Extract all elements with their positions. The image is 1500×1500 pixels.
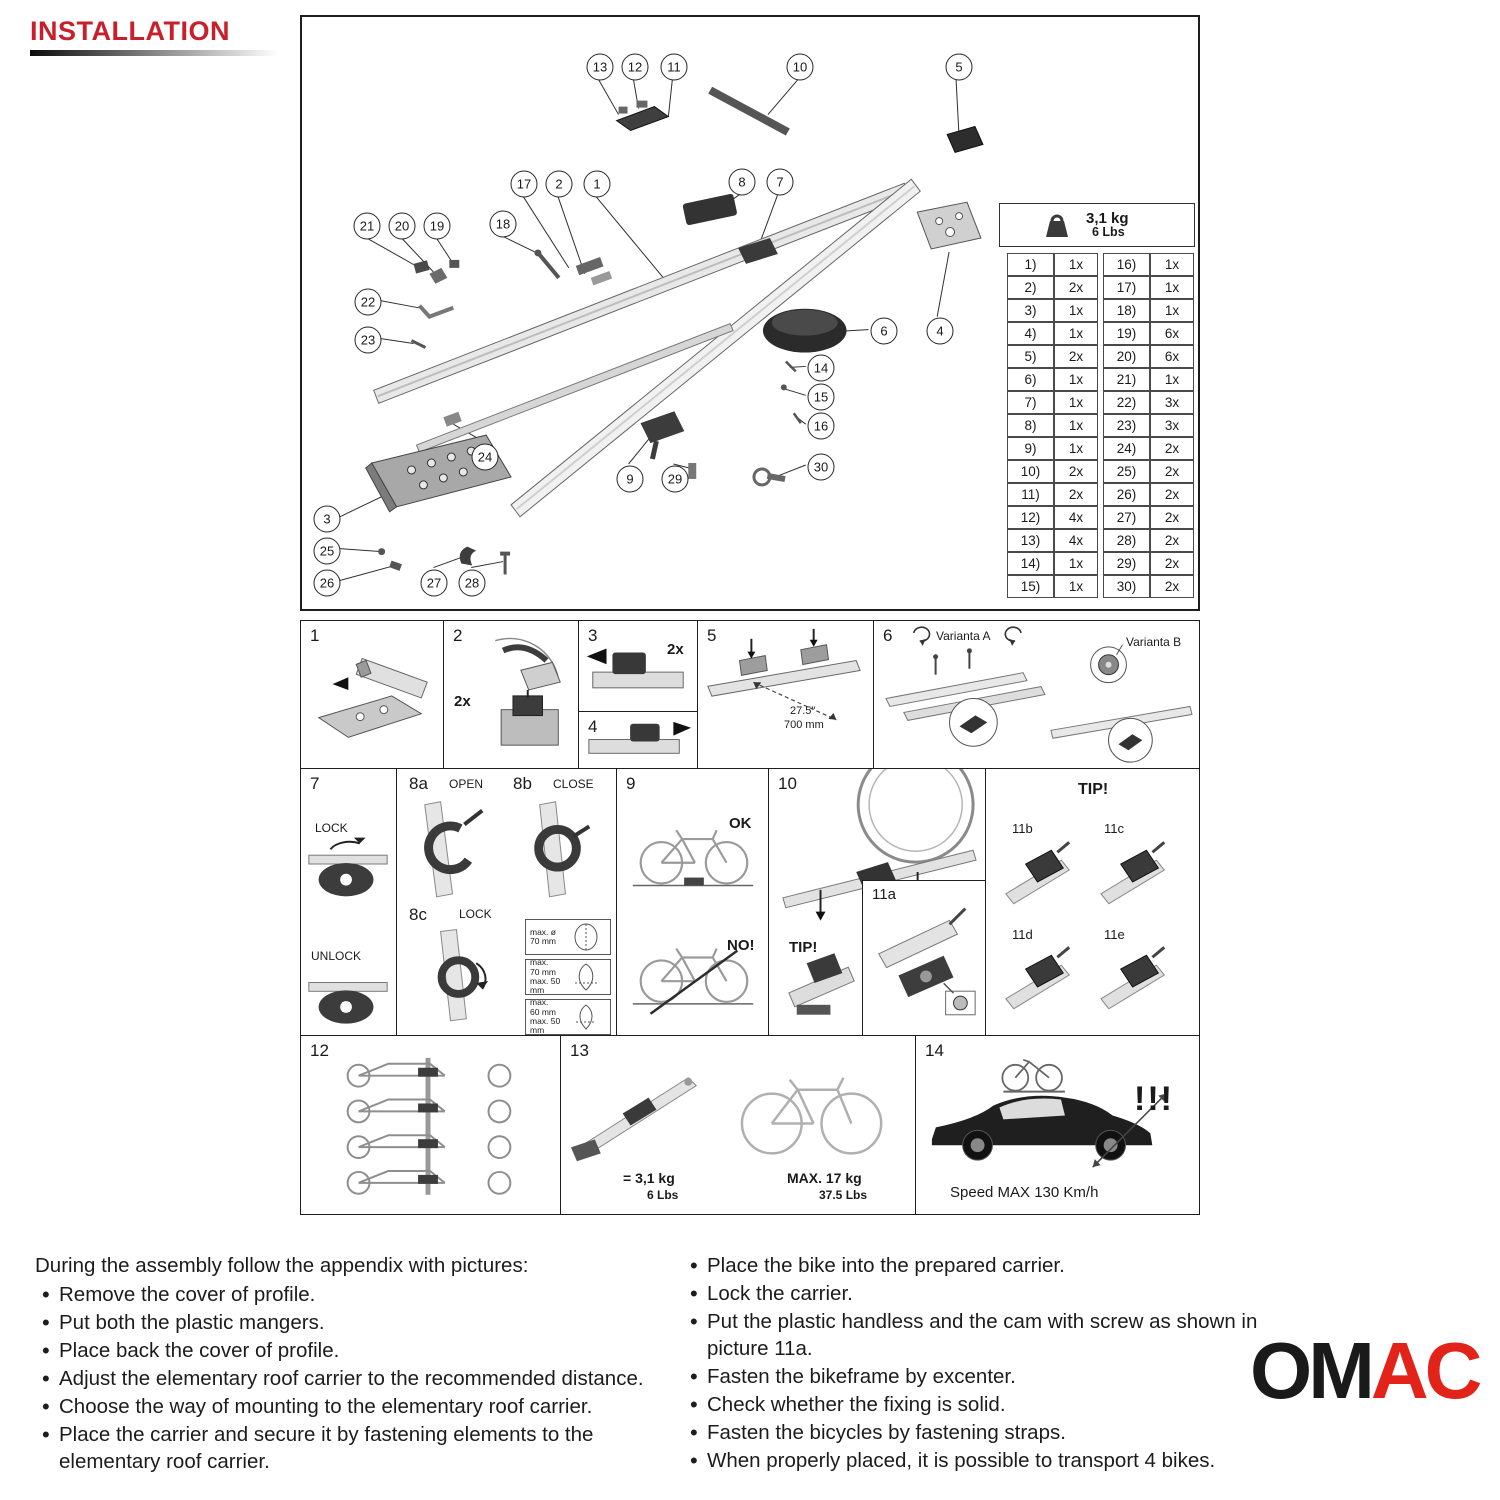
tip-label: TIP! (789, 939, 818, 956)
bike-max-weight-lbs: 37.5 Lbs (819, 1188, 868, 1202)
part-number: 12) (1007, 506, 1054, 529)
part-callout (946, 54, 973, 81)
page-title: INSTALLATION (30, 16, 230, 46)
part-qty: 2x (1054, 460, 1098, 483)
part-qty: 1x (1054, 575, 1098, 598)
part-callout (421, 570, 448, 597)
tip-item-11e: 11e (1104, 927, 1125, 942)
no-label: NO! (727, 937, 755, 954)
weight-icon (1040, 210, 1074, 240)
part-callout (314, 538, 341, 565)
step-number: 3 (588, 626, 598, 645)
part-qty: 3x (1150, 414, 1194, 437)
dim-box-1 (525, 919, 611, 955)
part-number: 6) (1007, 368, 1054, 391)
step-panel-7 (300, 768, 397, 1036)
part-callout-number: 30 (813, 459, 829, 475)
step-number: 13 (570, 1041, 589, 1060)
part-callout (424, 213, 451, 240)
part-callout-number: 17 (516, 176, 532, 192)
tip-item-11d: 11d (1012, 927, 1033, 942)
instruction-item: • Fasten the bikeframe by excenter. (683, 1363, 1283, 1390)
dimension-mm: 700 mm (784, 719, 824, 731)
part-callout (587, 54, 614, 81)
part-callout-number: 27 (426, 575, 442, 591)
part-callout-number: 7 (776, 174, 784, 190)
part-number: 29) (1103, 552, 1150, 575)
part-callout-number: 25 (319, 543, 335, 559)
part-callout (787, 54, 814, 81)
step-panel-9 (616, 768, 769, 1036)
part-qty: 1x (1054, 391, 1098, 414)
part-qty: 1x (1150, 299, 1194, 322)
instructions-right-list (683, 1252, 1283, 1474)
dim-shape-icon (566, 961, 606, 993)
part-number: 8) (1007, 414, 1054, 437)
part-callout (622, 54, 649, 81)
part-callout (808, 355, 835, 382)
part-qty: 4x (1054, 506, 1098, 529)
instruction-item: • Place back the cover of profile. (35, 1337, 653, 1364)
part-callout (617, 466, 644, 493)
part-callout (662, 466, 689, 493)
part-callout (546, 171, 573, 198)
logo-black-part: OM (1250, 1326, 1371, 1415)
part-callout (808, 454, 835, 481)
count-label: 2x (454, 693, 471, 710)
part-callout (314, 506, 341, 533)
exploded-parts-diagram (300, 15, 1200, 611)
part-number: 28) (1103, 529, 1150, 552)
step-panel-3 (578, 620, 698, 712)
part-callout-number: 8 (738, 174, 746, 190)
bike-max-weight: MAX. 17 kg (787, 1170, 862, 1186)
part-number: 30) (1103, 575, 1150, 598)
step-1-art (301, 621, 443, 768)
dim-shape-icon (566, 1001, 606, 1033)
dim-box-2 (525, 959, 611, 995)
part-callout-number: 21 (359, 218, 375, 234)
instruction-item: • Place the carrier and secure it by fastening elements to the elementary roof carrier. (35, 1421, 653, 1475)
part-number: 2) (1007, 276, 1054, 299)
part-number: 9) (1007, 437, 1054, 460)
step-number-8c: 8c (409, 905, 427, 924)
part-number: 14) (1007, 552, 1054, 575)
part-number: 11) (1007, 483, 1054, 506)
ok-label: OK (729, 815, 752, 832)
part-qty: 2x (1150, 529, 1194, 552)
step-number: 10 (778, 774, 797, 793)
step-number: 9 (626, 774, 636, 793)
instruction-item: • Choose the way of mounting to the elementary roof carrier. (35, 1393, 653, 1420)
part-number: 19) (1103, 322, 1150, 345)
part-qty: 2x (1150, 506, 1194, 529)
part-callout-number: 3 (323, 511, 331, 527)
part-callout-number: 13 (592, 59, 608, 75)
instructions-right-column (683, 1252, 1283, 1475)
part-callout (808, 413, 835, 440)
step-number-8b: 8b (513, 774, 532, 793)
step-number: 2 (453, 626, 463, 645)
part-callout (355, 327, 382, 354)
part-number: 4) (1007, 322, 1054, 345)
part-callout-number: 16 (813, 418, 829, 434)
dim-text: max. ø (530, 926, 556, 937)
tip-panel-art (986, 769, 1199, 1035)
part-callout-number: 12 (627, 59, 643, 75)
tip-title: TIP! (1078, 781, 1109, 798)
part-number: 1) (1007, 253, 1054, 276)
part-number: 15) (1007, 575, 1054, 598)
step-12-art (301, 1036, 560, 1215)
part-callout-number: 28 (464, 575, 480, 591)
step-9-art (617, 769, 768, 1033)
step-panel-8 (396, 768, 617, 1036)
tip-item-11c: 11c (1104, 821, 1124, 836)
step-panel-5 (697, 620, 874, 769)
step-panel-12 (300, 1035, 561, 1215)
dim-text: max. 50 mm (530, 1016, 561, 1036)
dim-shape-icon (566, 921, 606, 953)
step-panel-2 (443, 620, 579, 769)
part-number: 18) (1103, 299, 1150, 322)
dim-text: 70 mm (530, 966, 556, 977)
weight-kg: 3,1 kg (1086, 209, 1129, 227)
close-label: CLOSE (553, 777, 594, 791)
part-number: 26) (1103, 483, 1150, 506)
part-qty: 3x (1150, 391, 1194, 414)
part-number: 17) (1103, 276, 1150, 299)
tip-item-11b: 11b (1012, 821, 1033, 836)
part-number: 16) (1103, 253, 1150, 276)
step-number: 6 (883, 626, 893, 645)
part-callout-number: 24 (477, 449, 493, 465)
part-callout (661, 54, 688, 81)
part-qty: 2x (1054, 483, 1098, 506)
part-number: 24) (1103, 437, 1150, 460)
warning-label: !!! (1134, 1080, 1174, 1118)
weight-text (1086, 211, 1129, 240)
step-number: 12 (310, 1041, 329, 1060)
part-qty: 2x (1054, 345, 1098, 368)
part-callout-number: 14 (813, 360, 829, 376)
dim-text: 70 mm (530, 936, 556, 946)
part-qty: 1x (1150, 276, 1194, 299)
step-number: 7 (310, 774, 320, 793)
part-number: 5) (1007, 345, 1054, 368)
part-callout (511, 171, 538, 198)
part-qty: 1x (1054, 299, 1098, 322)
part-qty: 1x (1054, 368, 1098, 391)
step-panel-13 (560, 1035, 916, 1215)
instruction-item: • Place the bike into the prepared carrier. (683, 1252, 1283, 1279)
part-callout (355, 289, 382, 316)
dim-text: max. 50 mm (530, 976, 561, 996)
part-callout (459, 570, 486, 597)
part-number: 22) (1103, 391, 1150, 414)
speed-limit-label: Speed MAX 130 Km/h (950, 1184, 1099, 1201)
part-qty: 1x (1150, 253, 1194, 276)
part-callout (584, 171, 611, 198)
tip-panel (985, 768, 1200, 1036)
instructions-left-column (35, 1252, 653, 1476)
part-number: 25) (1103, 460, 1150, 483)
part-callout-number: 9 (626, 471, 634, 487)
step-panel-1 (300, 620, 444, 769)
step-panel-11a (862, 880, 986, 1036)
step-11a-art (863, 881, 985, 1034)
part-callout-number: 15 (813, 389, 829, 405)
part-callout-number: 1 (593, 176, 601, 192)
part-callout-number: 22 (360, 294, 376, 310)
parts-table-right (1103, 253, 1194, 598)
part-callout-number: 18 (495, 216, 511, 232)
step-panel-6 (873, 620, 1200, 769)
part-number: 3) (1007, 299, 1054, 322)
weight-box (999, 203, 1195, 247)
part-qty: 1x (1150, 368, 1194, 391)
part-callout-number: 19 (429, 218, 445, 234)
part-callout (354, 213, 381, 240)
part-callout-number: 11 (667, 59, 681, 75)
part-callout-number: 26 (319, 575, 335, 591)
part-qty: 1x (1054, 322, 1098, 345)
instruction-item: • Lock the carrier. (683, 1280, 1283, 1307)
part-callout (490, 211, 517, 238)
part-callout (472, 444, 499, 471)
instruction-item: • Adjust the elementary roof carrier to the recommended distance. (35, 1365, 653, 1392)
dim-text: 60 mm (530, 1006, 556, 1017)
variant-b-label: Varianta B (1126, 635, 1182, 649)
step-7-art (301, 769, 396, 1031)
part-callout-number: 4 (936, 323, 944, 339)
part-callout-number: 2 (555, 176, 563, 192)
instruction-item: • Remove the cover of profile. (35, 1281, 653, 1308)
part-qty: 1x (1054, 253, 1098, 276)
count-label: 2x (667, 641, 684, 658)
step-panel-4 (578, 711, 698, 769)
part-callout-number: 10 (792, 59, 808, 75)
brand-logo (1250, 1325, 1478, 1417)
part-qty: 1x (1054, 437, 1098, 460)
part-callout (389, 213, 416, 240)
logo-red-part: AC (1370, 1326, 1479, 1415)
instruction-item: • Put both the plastic mangers. (35, 1309, 653, 1336)
parts-table-left (1007, 253, 1098, 598)
part-number: 13) (1007, 529, 1054, 552)
lock-label: LOCK (315, 821, 348, 835)
part-qty: 2x (1150, 437, 1194, 460)
instruction-item: • Fasten the bicycles by fastening straps. (683, 1419, 1283, 1446)
part-callout (808, 384, 835, 411)
instruction-item: • Put the plastic handless and the cam with screw as shown in picture 11a. (683, 1308, 1283, 1362)
part-number: 23) (1103, 414, 1150, 437)
dim-box-3 (525, 999, 611, 1035)
lock-label: LOCK (459, 907, 492, 921)
part-callout (767, 169, 794, 196)
part-number: 20) (1103, 345, 1150, 368)
step-number: 14 (925, 1041, 944, 1060)
part-qty: 2x (1150, 575, 1194, 598)
part-number: 27) (1103, 506, 1150, 529)
part-qty: 1x (1054, 552, 1098, 575)
step-5-art (698, 621, 873, 768)
part-qty: 2x (1150, 552, 1194, 575)
part-qty: 2x (1150, 460, 1194, 483)
instruction-item: • When properly placed, it is possible to transport 4 bikes. (683, 1447, 1283, 1474)
step-number: 5 (707, 626, 717, 645)
part-qty: 2x (1054, 276, 1098, 299)
part-callout-number: 23 (360, 332, 376, 348)
title-underline (30, 50, 278, 56)
instructions-left-list (35, 1281, 653, 1475)
step-number-8a: 8a (409, 774, 428, 793)
part-callout-number: 20 (394, 218, 410, 234)
part-qty: 4x (1054, 529, 1098, 552)
carrier-weight-lbs: 6 Lbs (647, 1188, 679, 1202)
weight-lbs: 6 Lbs (1092, 225, 1125, 240)
step-panel-14 (915, 1035, 1200, 1215)
open-label: OPEN (449, 777, 484, 791)
part-callout-number: 29 (667, 471, 683, 487)
carrier-weight: = 3,1 kg (623, 1170, 675, 1186)
instructions-intro: During the assembly follow the appendix with pictures: (35, 1254, 529, 1277)
step-number: 1 (310, 626, 320, 645)
part-callout-number: 6 (880, 323, 888, 339)
part-callout (927, 318, 954, 345)
step-number: 11a (872, 886, 896, 903)
part-callout (314, 570, 341, 597)
dim-text: max. (530, 997, 549, 1008)
part-callout (729, 169, 756, 196)
step-number: 4 (588, 717, 598, 736)
part-qty: 1x (1054, 414, 1098, 437)
part-number: 10) (1007, 460, 1054, 483)
variant-a-label: Varianta A (936, 629, 991, 643)
part-qty: 6x (1150, 322, 1194, 345)
dim-text: max. (530, 957, 549, 968)
part-number: 7) (1007, 391, 1054, 414)
part-qty: 6x (1150, 345, 1194, 368)
part-callout-number: 5 (955, 59, 963, 75)
part-qty: 2x (1150, 483, 1194, 506)
instruction-item: • Check whether the fixing is solid. (683, 1391, 1283, 1418)
part-callout (871, 318, 898, 345)
part-number: 21) (1103, 368, 1150, 391)
dimension-inches: 27.5" (790, 705, 816, 717)
unlock-label: UNLOCK (311, 949, 362, 963)
